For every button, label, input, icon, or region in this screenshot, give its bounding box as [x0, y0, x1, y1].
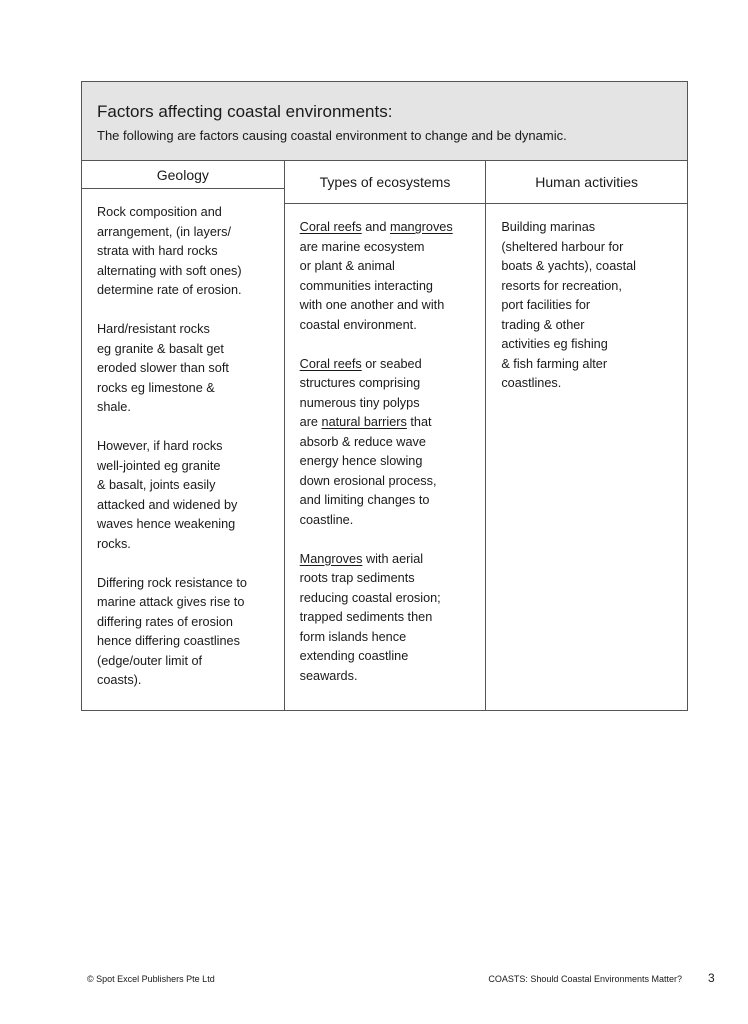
column-heading-human-activities: Human activities	[486, 161, 687, 204]
table-header	[82, 82, 687, 161]
ecosystems-paragraph	[300, 218, 472, 335]
paragraph-text: are marine ecosystem or plant & animal communities interacting with one another and with coastal environment.	[299, 239, 445, 332]
paragraph-text: with aerial roots trap sediments reducing coastal erosion; trapped sediments then form islands hence extending coastline seawards.	[299, 551, 441, 683]
footer-book-title: COASTS: Should Coastal Environments Matter?	[488, 974, 682, 984]
geology-paragraph: However, if hard rocks well-jointed eg granite & basalt, joints easily attacked and widened by waves hence weakening rocks.	[97, 439, 238, 551]
table-title: Factors affecting coastal environments:	[97, 102, 393, 121]
table-columns	[82, 161, 687, 710]
column-body-ecosystems	[285, 204, 486, 706]
column-human-activities	[485, 161, 687, 710]
geology-paragraph: Rock composition and arrangement, (in layers/ strata with hard rocks alternating with soft ones) determine rate of erosion.	[97, 205, 242, 297]
ecosystems-paragraph	[300, 550, 472, 687]
footer-publisher: © Spot Excel Publishers Pte Ltd	[87, 974, 215, 984]
column-ecosystems	[284, 161, 486, 710]
column-body-geology	[82, 189, 284, 710]
column-heading-geology: Geology	[82, 161, 284, 189]
page-number: 3	[708, 971, 715, 985]
column-body-human-activities	[486, 204, 687, 413]
term-coral-reefs: Coral reefs	[299, 356, 362, 371]
paragraph-text: and	[361, 220, 390, 234]
table-subtitle: The following are factors causing coastal environment to change and be dynamic.	[97, 128, 567, 143]
paragraph-text: that absorb & reduce wave energy hence slowing down erosional process, and limiting changes to coastline.	[299, 415, 437, 527]
paragraph-text: or seabed structures comprising numerous tiny polyps are	[299, 356, 422, 429]
human-activities-paragraph: Building marinas (sheltered harbour for boats & yachts), coastal resorts for recreation, port facilities for trading & other activities eg fishing & fish farming alter coastlines.	[501, 220, 637, 390]
column-heading-ecosystems: Types of ecosystems	[285, 161, 486, 204]
term-coral-reefs: Coral reefs	[299, 220, 362, 234]
factors-table	[81, 81, 688, 711]
geology-paragraph: Hard/resistant rocks eg granite & basalt get eroded slower than soft rocks eg limestone & shale.	[97, 322, 229, 414]
geology-paragraph: Differing rock resistance to marine attack gives rise to differing rates of erosion hence differing coastlines (edge/outer limit of coasts).	[97, 575, 247, 687]
ecosystems-paragraph	[300, 355, 472, 531]
term-mangroves: mangroves	[389, 220, 453, 234]
term-natural-barriers: natural barriers	[321, 415, 407, 429]
column-geology	[82, 161, 284, 710]
term-mangroves: Mangroves	[299, 551, 363, 566]
